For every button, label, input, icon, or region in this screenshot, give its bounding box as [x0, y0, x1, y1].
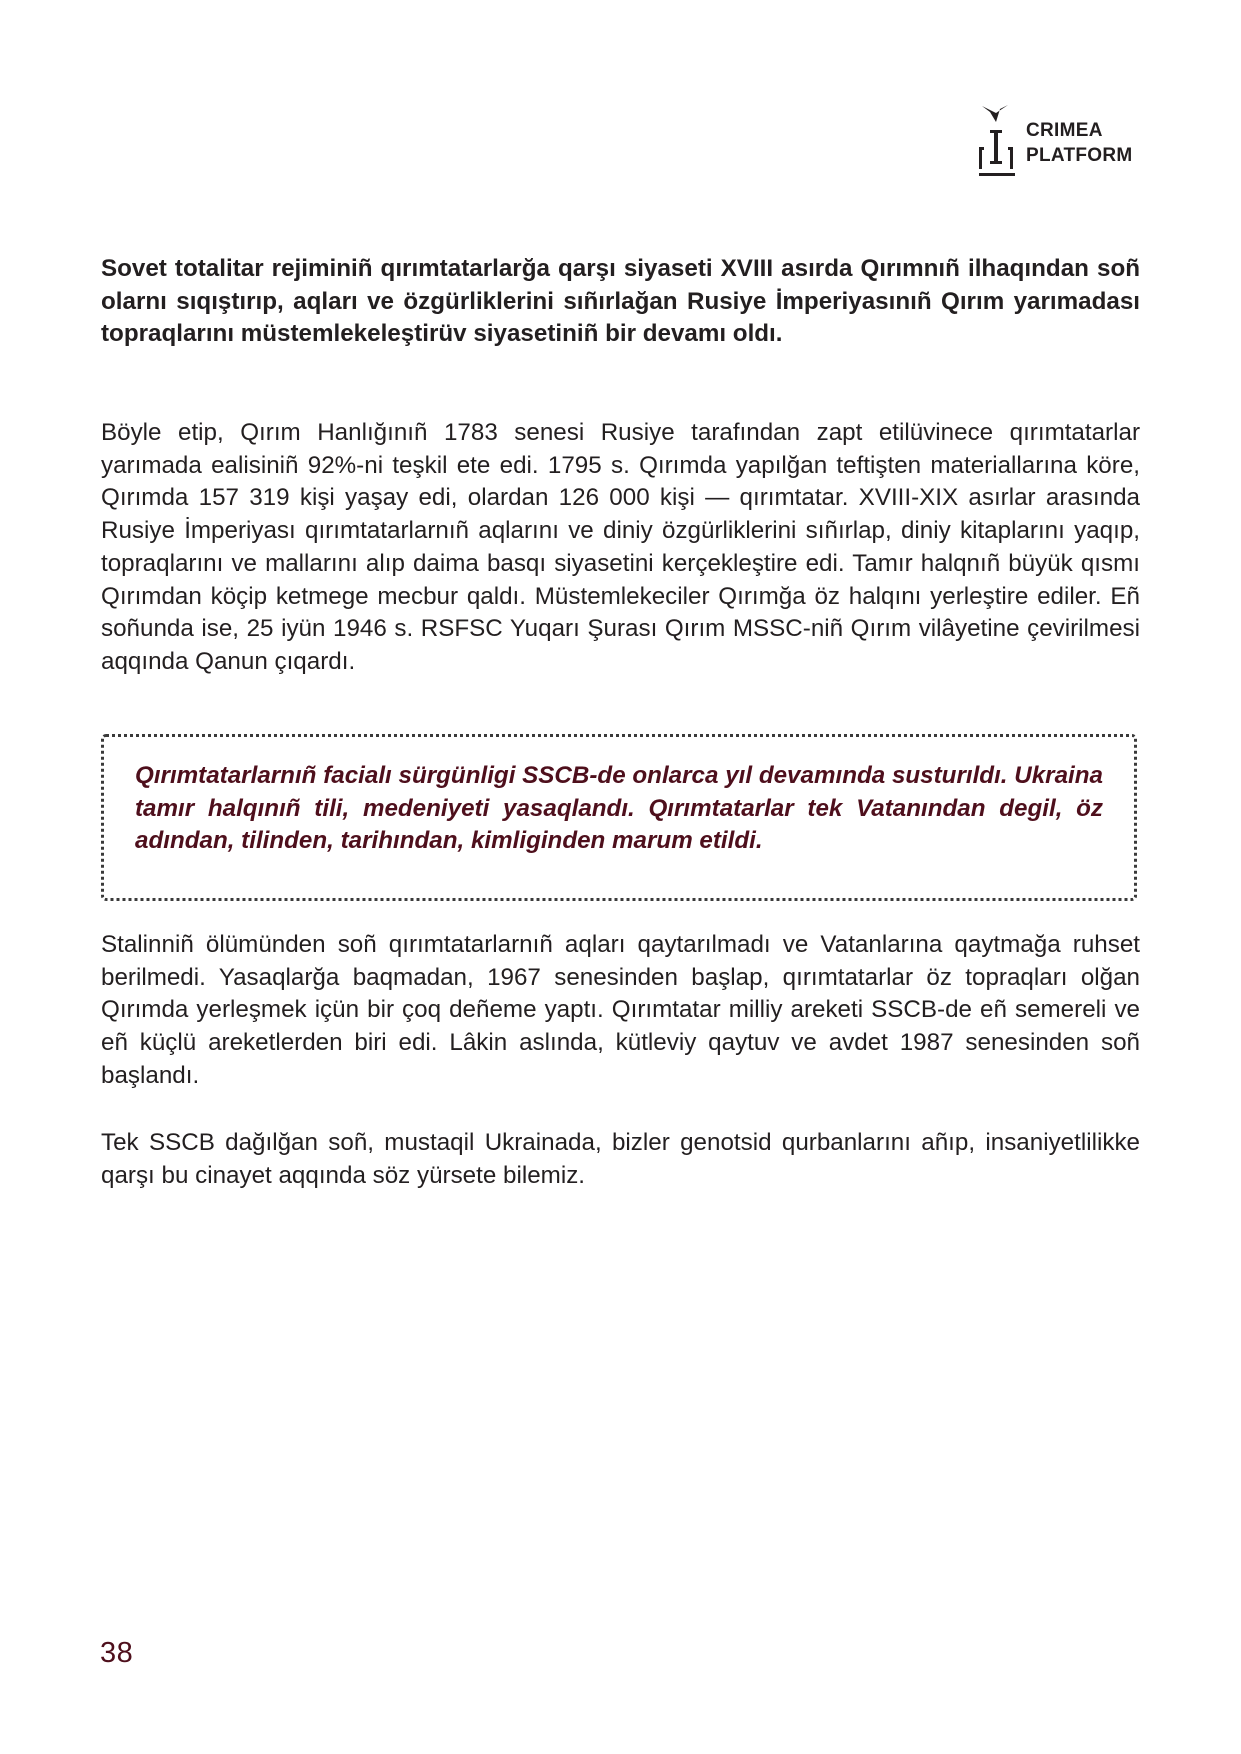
highlight-quote-text: Qırımtatarlarnıñ facialı sürgünligi SSCB-de onlarca yıl devamında susturıldı. Ukraina tamır halqınıñ tili, medeniyeti yasaqlandı. Qırımtatarlar tek Vatanından degil, öz adından, tilinden, tarihından, kimliginden marum etildi.: [135, 762, 1103, 855]
logo-line-2: PLATFORM: [1026, 145, 1133, 166]
body-paragraph-3: Tek SSCB dağılğan soñ, mustaqil Ukrainada, bizler genotsid qurbanlarını añıp, insaniyetlilikke qarşı bu cinayet aqqında söz yürsete bilemiz.: [101, 1129, 1140, 1189]
lead-paragraph: Sovet totalitar rejiminiñ qırımtatarlarğa qarşı siyaseti XVIII asırda Qırımnıñ ilhaqından soñ olarnı sıqıştırıp, aqları ve özgürliklerini sıñırlağan Rusiye İmperiyasınıñ Qırım yarımadası topraqlarını müstemlekeleştirüv siyasetiniñ bir devamı oldı.: [101, 255, 1140, 348]
highlight-quote-box: [101, 734, 1137, 901]
logo-line-1: CRIMEA: [1026, 120, 1103, 141]
body-paragraph-1: Böyle etip, Qırım Hanlığınıñ 1783 senesi Rusiye tarafından zapt etilüvinece qırımtatarlar yarımada ealisiniñ 92%-ni teşkil ete edi. 1795 s. Qırımda yapılğan teftişten materiallarına köre, Qırımda 157 319 kişi yaşay edi, olardan 126 000 kişi — qırımtatar. XVIII-XIX asırlar arasında Rusiye İmperiyası qırımtatarlarnıñ aqlarını ve diniy özgürliklerini sıñırlap, diniy kitaplarını yaqıp, topraqlarını ve mallarını alıp daima basqı siyasetini kerçekleştire edi. Tamır halqnıñ büyük qısmı Qırımdan köçip ketmege mecbur qaldı. Müstemlekeciler Qırımğa öz halqını yerleştire ediler. Eñ soñunda ise, 25 iyün 1946 s. RSFSC Yuqarı Şurası Qırım MSSC-niñ Qırım vilâyetine çevirilmesi aqqında Qanun çıqardı.: [101, 419, 1140, 675]
page-number: 38: [100, 1637, 134, 1669]
crimea-platform-logo-icon: [974, 100, 1024, 178]
logo-wordmark: [1026, 118, 1133, 168]
crimea-platform-logo: [974, 100, 1149, 178]
body-paragraph-2: Stalinniñ ölümünden soñ qırımtatarlarnıñ aqları qaytarılmadı ve Vatanlarına qaytmağa ruhset berilmedi. Yasaqlarğa baqmadan, 1967 senesinden başlap, qırımtatarlar öz topraqları olğan Qırımda yerleşmek içün bir çoq deñeme yaptı. Qırımtatar milliy areketi SSCB-de eñ semereli ve eñ küçlü areketlerden biri edi. Lâkin aslında, kütleviy qaytuv ve avdet 1987 senesinden soñ başlandı.: [101, 931, 1140, 1089]
